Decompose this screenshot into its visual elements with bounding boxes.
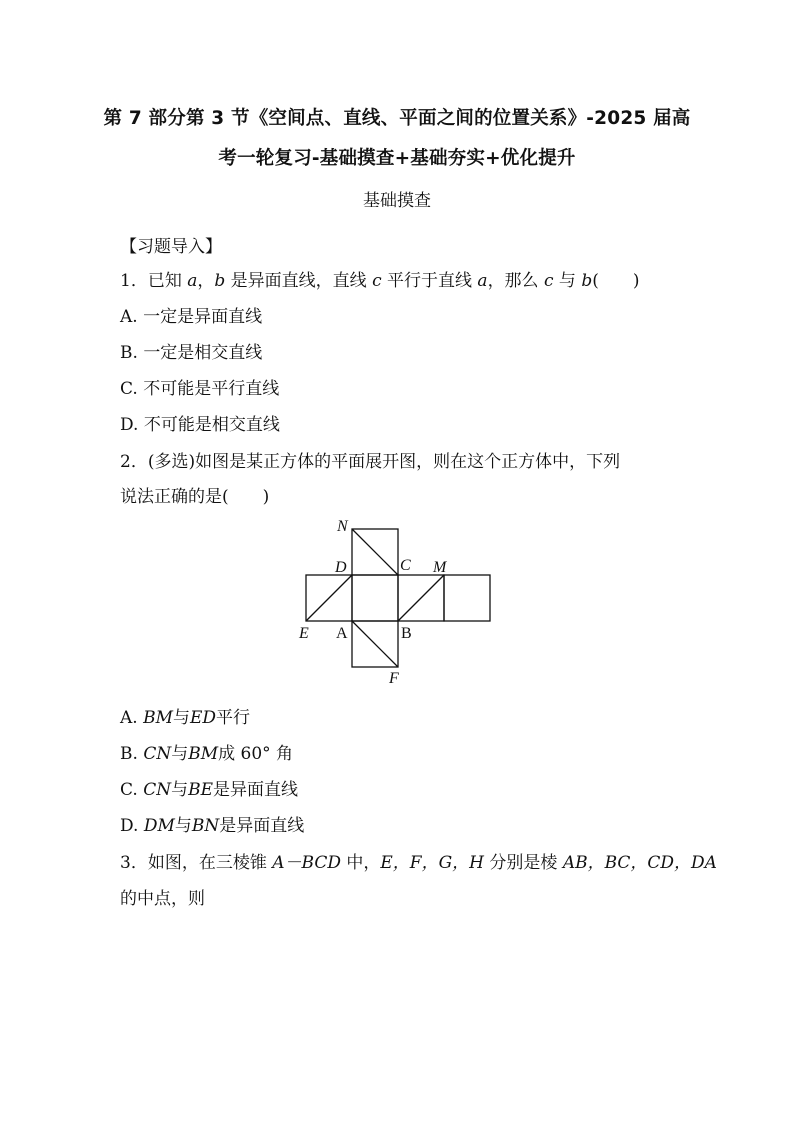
diagonal-AF [352, 621, 398, 667]
net-square-right-2 [444, 575, 490, 621]
vertex-label-M: M [433, 559, 447, 576]
vertex-label-A: A [336, 625, 348, 642]
question-2-stem-line-1: 2．(多选)如图是某正方体的平面展开图，则在这个正方体中，下列 [120, 452, 621, 472]
question-2-option-d: D. DM与BN是异面直线 [120, 816, 305, 836]
question-2-option-a: A. BM与ED平行 [120, 708, 251, 728]
net-square-center [352, 575, 398, 621]
question-1-option-c: C. 不可能是平行直线 [120, 379, 280, 399]
question-number: 2． [120, 452, 148, 472]
question-2-option-c: C. CN与BE是异面直线 [120, 780, 299, 800]
question-1-option-a: A. 一定是异面直线 [120, 307, 263, 327]
question-2-option-b: B. CN与BM成 60° 角 [120, 744, 294, 764]
question-number: 3． [120, 853, 148, 873]
vertex-label-N: N [337, 518, 348, 535]
question-2-stem-line-2: 说法正确的是( ) [120, 487, 270, 507]
vertex-label-F: F [389, 670, 399, 687]
diagonal-BM [398, 575, 444, 621]
cube-net-figure [290, 508, 505, 688]
exercise-section-heading: 【习题导入】 [120, 237, 222, 257]
document-title-line-2: 考一轮复习-基础摸查+基础夯实+优化提升 [218, 148, 576, 169]
diagonal-ED [306, 575, 352, 621]
question-1-option-d: D. 不可能是相交直线 [120, 415, 280, 435]
cube-net-squares [306, 529, 490, 667]
section-subtitle: 基础摸查 [363, 191, 431, 211]
question-3-stem-line-2: 的中点，则 [120, 889, 205, 909]
vertex-label-D: D [335, 559, 347, 576]
question-3-stem-line-1: 3．如图，在三棱锥 A－BCD 中，E，F，G，H 分别是棱 AB，BC，CD，DA [120, 853, 717, 873]
question-number: 1． [120, 271, 148, 291]
vertex-label-E: E [299, 625, 309, 642]
vertex-label-C: C [400, 557, 411, 574]
diagonal-NC [352, 529, 398, 575]
question-1-option-b: B. 一定是相交直线 [120, 343, 263, 363]
question-1-stem: 1．已知 a，b 是异面直线，直线 c 平行于直线 a，那么 c 与 b( ) [120, 271, 640, 291]
document-title-line-1: 第 7 部分第 3 节《空间点、直线、平面之间的位置关系》-2025 届高 [103, 108, 691, 129]
vertex-label-B: B [401, 625, 412, 642]
